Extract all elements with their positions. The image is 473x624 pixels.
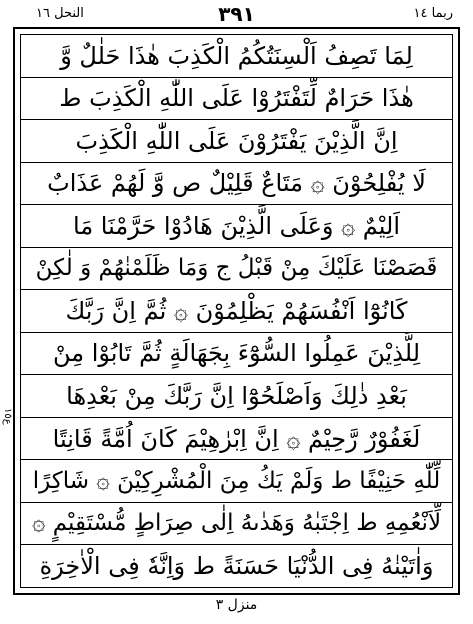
juz-name: ربما ١٤ [413,6,453,21]
manzil-footer: منزل ٣ [215,597,258,613]
verse-line: وَاٰتَيْنٰهُ فِى الدُّنْيَا حَسَنَةً ط وَاِنَّهٗ فِى الْاٰخِرَةِ [39,552,434,581]
text-frame-inner [20,34,453,588]
verse-line: لَا يُفْلِحُوْنَ ۞ مَتَاعٌ قَلِيْلٌ ص وَّ لَهُمْ عَذَابٌ [21,163,452,206]
page-header [0,0,473,30]
verse-line: لِلَّذِيْنَ عَمِلُوا السُّوْٓءَ بِجَهَالَةٍ ثُمَّ تَابُوْا مِنْ [21,333,452,376]
text-frame [13,27,460,595]
verse-line: قَصَصْنَا عَلَيْكَ مِنْ قَبْلُ ج وَمَا ظَلَمْنٰهُمْ وَ لٰكِنْ [21,248,452,291]
verse-line: لِّاَنْعُمِهِ ط اِجْتَبٰهُ وَهَدٰىهُ اِلٰى صِرَاطٍ مُّسْتَقِيْمٍ ۞ [21,503,452,546]
verse-line: هٰذَا حَرَامٌ لِّتَفْتَرُوْا عَلَى اللّٰهِ الْكَذِبَ ط [21,78,452,121]
verse-line: لِّلّٰهِ حَنِيْفًا ط وَلَمْ يَكُ مِنَ الْمُشْرِكِيْنَ ۞ شَاكِرًا [21,460,452,503]
page-number: ٣٩١ [218,2,255,26]
verse-line: لَغَفُوْرٌ رَّحِيْمٌ ۞ اِنَّ اِبْرٰهِيْمَ كَانَ اُمَّةً قَانِتًا [21,418,452,461]
ruku-marker: ع١٥ [2,408,13,425]
verse-line: اَلِيْمٌ ۞ وَعَلَى الَّذِيْنَ هَادُوْا حَرَّمْنَا مَا [21,205,452,248]
verse-line: كَانُوْٓا اَنْفُسَهُمْ يَظْلِمُوْنَ ۞ ثُمَّ اِنَّ رَبَّكَ [21,290,452,333]
verse-line: بَعْدِ ذٰلِكَ وَاَصْلَحُوْٓا اِنَّ رَبَّكَ مِنْ بَعْدِهَا [21,375,452,418]
verse-line: لِمَا تَصِفُ اَلْسِنَتُكُمُ الْكَذِبَ هٰذَا حَلٰلٌ وَّ [21,35,452,78]
surah-name: النحل ١٦ [36,6,84,21]
verse-lines [21,35,452,587]
verse-line: اِنَّ الَّذِيْنَ يَفْتَرُوْنَ عَلَى اللّٰهِ الْكَذِبَ [21,120,452,163]
